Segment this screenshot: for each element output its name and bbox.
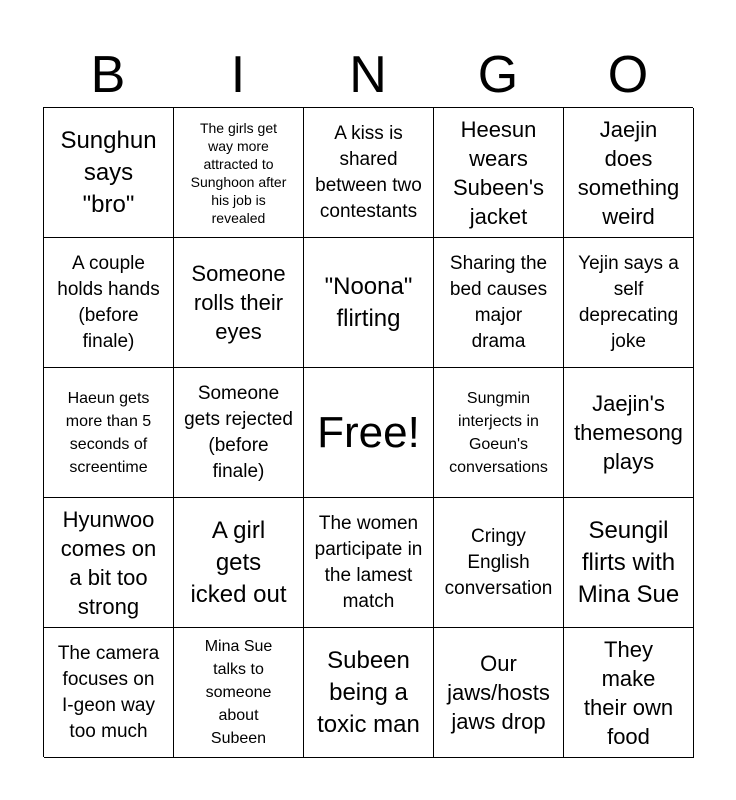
cell-text: Seungil flirts with Mina Sue [577, 516, 680, 608]
bingo-cell[interactable] [564, 628, 694, 758]
cell-text: A girl gets icked out [190, 516, 287, 608]
cell-text: Free! [317, 407, 420, 457]
bingo-cell[interactable] [174, 368, 304, 498]
bingo-cell[interactable] [434, 108, 564, 238]
cell-text: Hyunwoo comes on a bit too strong [60, 506, 157, 619]
cell-text: Someone gets rejected (before finale) [184, 382, 293, 482]
cell-text: Sunghun says "bro" [60, 126, 157, 218]
cell-text: The camera focuses on I-geon way too much [57, 642, 160, 742]
cell-text: Heesun wears Subeen's jacket [452, 116, 545, 229]
cell-text: Subeen being a toxic man [317, 646, 420, 738]
bingo-cell[interactable] [174, 108, 304, 238]
bingo-cell[interactable] [304, 238, 434, 368]
bingo-cell[interactable] [44, 108, 174, 238]
cell-text: Cringy English conversation [444, 525, 553, 599]
header-letter-g: G [477, 46, 519, 104]
header-letter-n: N [349, 46, 387, 104]
cell-text: The girls get way more attracted to Sunghoon after his job is revealed [190, 119, 287, 226]
bingo-cell[interactable] [434, 498, 564, 628]
bingo-cell[interactable] [434, 238, 564, 368]
bingo-cell[interactable] [304, 498, 434, 628]
cell-text: Jaejin's themesong plays [574, 391, 683, 474]
bingo-cell[interactable] [174, 498, 304, 628]
header-letter-o: O [607, 46, 649, 104]
cell-text: Haeun gets more than 5 seconds of screentime [65, 389, 152, 476]
bingo-grid [43, 107, 693, 757]
free-cell[interactable] [304, 368, 434, 498]
bingo-cell[interactable] [44, 238, 174, 368]
cell-text: Someone rolls their eyes [191, 261, 286, 344]
bingo-cell[interactable] [564, 238, 694, 368]
cell-text: Jaejin does something weird [577, 116, 680, 229]
bingo-cell[interactable] [304, 628, 434, 758]
bingo-cell[interactable] [434, 628, 564, 758]
bingo-cell[interactable] [304, 108, 434, 238]
bingo-cell[interactable] [564, 108, 694, 238]
cell-text: Yejin says a self deprecating joke [578, 252, 679, 352]
cell-text: Mina Sue talks to someone about Subeen [204, 638, 273, 747]
cell-text: The women participate in the lamest match [314, 512, 423, 612]
bingo-cell[interactable] [564, 498, 694, 628]
bingo-cell[interactable] [44, 368, 174, 498]
header-letter-i: I [230, 46, 246, 104]
bingo-cell[interactable] [174, 628, 304, 758]
bingo-header [43, 44, 693, 106]
bingo-cell[interactable] [174, 238, 304, 368]
cell-text: A couple holds hands (before finale) [57, 252, 160, 352]
bingo-cell[interactable] [44, 628, 174, 758]
cell-text: Our jaws/hosts jaws drop [447, 651, 550, 734]
bingo-cell[interactable] [564, 368, 694, 498]
cell-text: "Noona" flirting [324, 272, 413, 332]
header-letter-b: B [90, 46, 126, 104]
cell-text: Sharing the bed causes major drama [449, 252, 548, 352]
bingo-cell[interactable] [434, 368, 564, 498]
bingo-cell[interactable] [44, 498, 174, 628]
cell-text: A kiss is shared between two contestants [315, 122, 422, 222]
cell-text: Sungmin interjects in Goeun's conversations [449, 389, 548, 476]
cell-text: They make their own food [583, 636, 674, 749]
